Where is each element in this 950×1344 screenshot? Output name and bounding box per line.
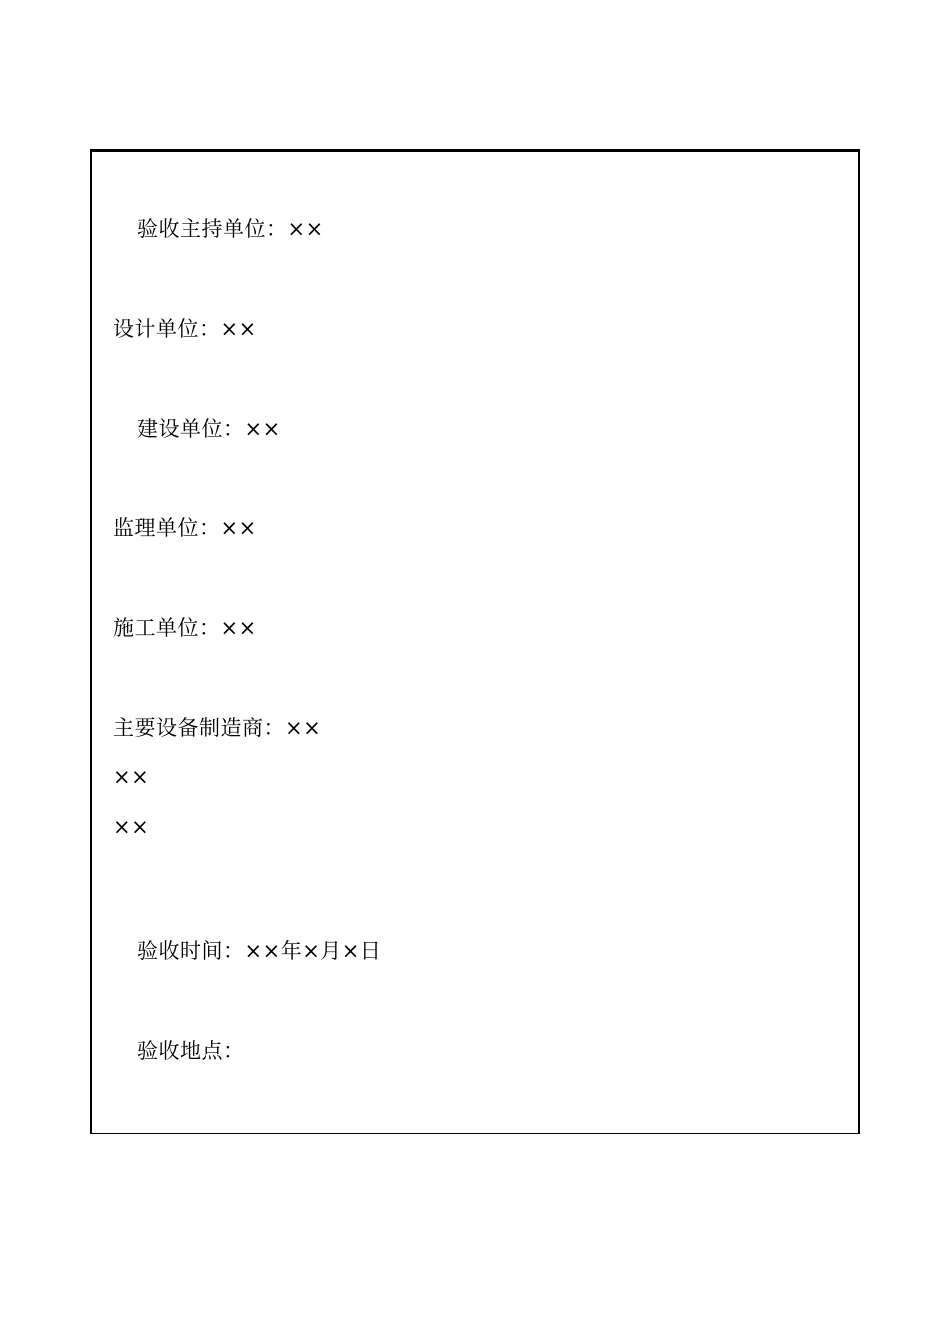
acceptance-info-box [90,149,860,1134]
design-unit-line: 设计单位：×× [113,317,257,341]
builder-unit-line: 施工单位：×× [113,616,257,640]
acceptance-time-line: 验收时间：××年×月×日 [137,939,382,963]
host-unit-line: 验收主持单位：×× [137,217,324,241]
supervision-unit-line: 监理单位：×× [113,516,257,540]
construction-owner-line: 建设单位：×× [137,417,281,441]
equipment-maker-line-2: ×× [113,765,150,789]
acceptance-place-line: 验收地点： [137,1039,245,1063]
equipment-maker-line: 主要设备制造商：×× [113,716,322,740]
equipment-maker-line-3: ×× [113,815,150,839]
